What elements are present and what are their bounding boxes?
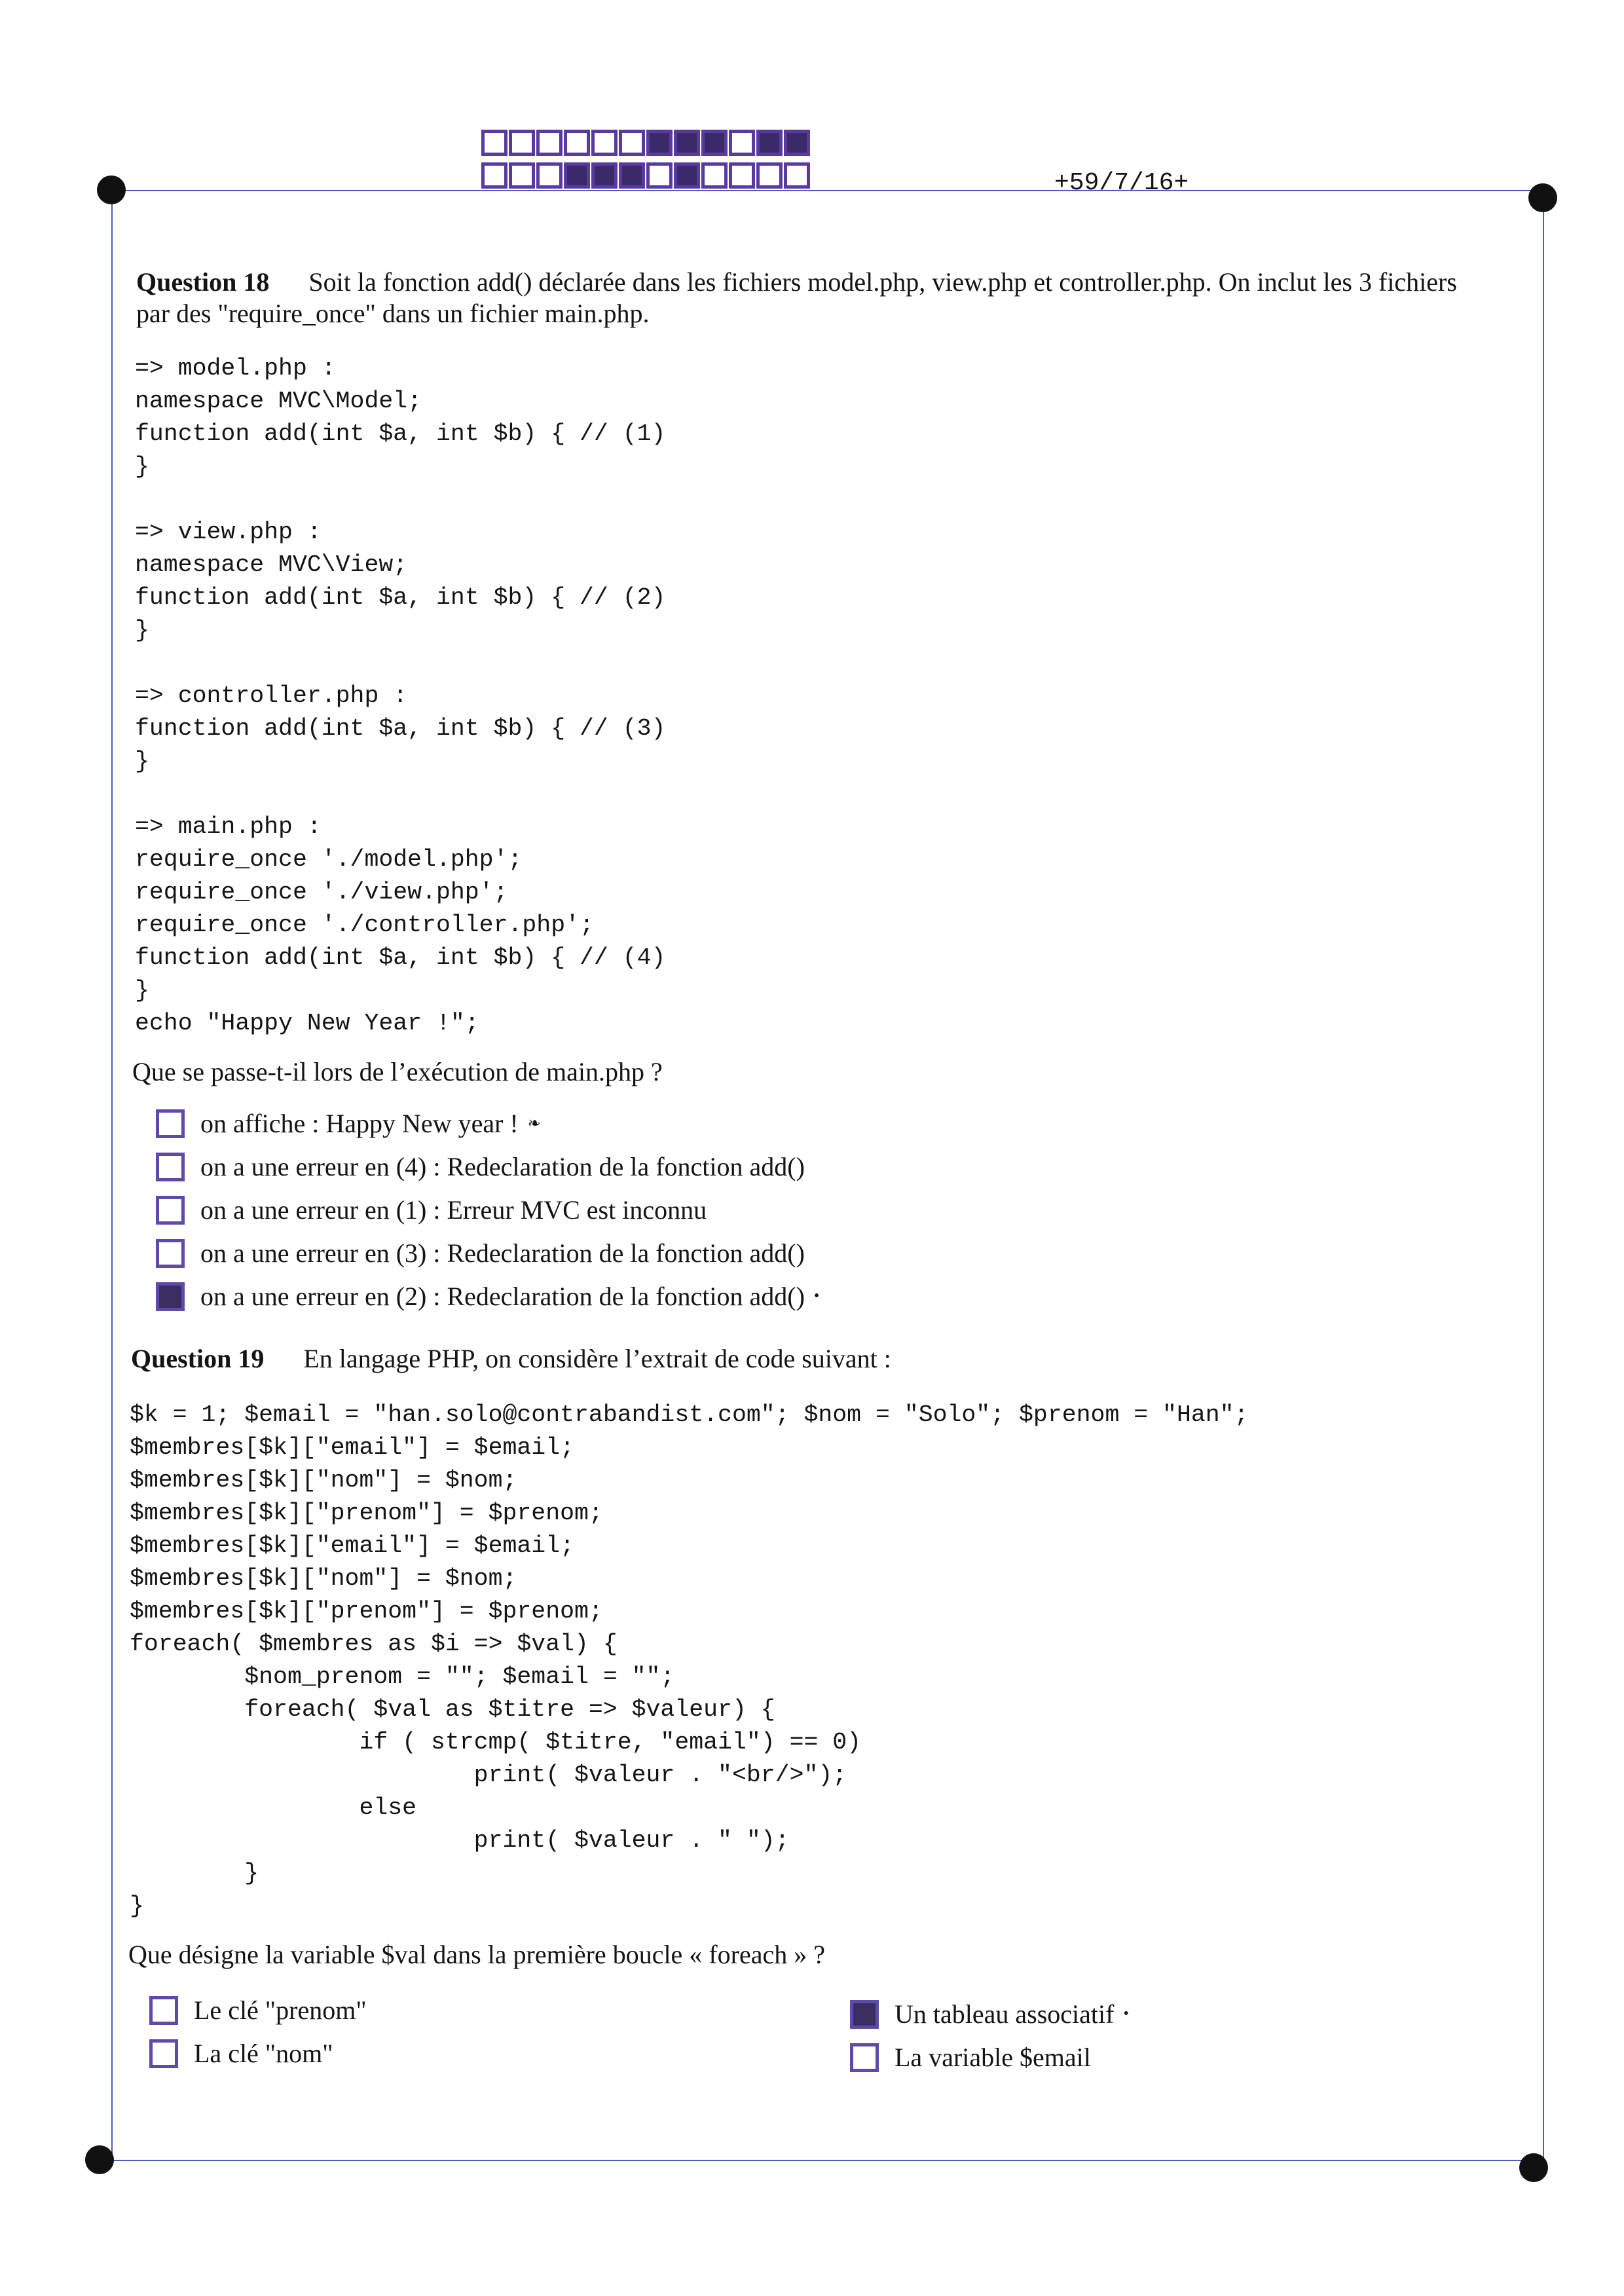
option-label: on a une erreur en (4) : Redeclaration de la fonction add() <box>200 1152 805 1181</box>
q18-option-5[interactable] <box>156 1281 819 1312</box>
pen-mark: • <box>1123 2005 1129 2022</box>
q19-option-1[interactable] <box>149 1995 367 2026</box>
checkbox[interactable] <box>156 1153 185 1181</box>
frame-top-line <box>111 190 1544 191</box>
checkbox[interactable] <box>850 2043 879 2072</box>
barcode-cell <box>784 130 810 156</box>
barcode-cell <box>591 130 618 156</box>
q18-label: Question 18 <box>136 267 270 297</box>
q19-question: Que désigne la variable $val dans la première boucle « foreach » ? <box>128 1940 825 1969</box>
barcode-cell <box>536 130 563 156</box>
barcode-cell <box>674 162 700 189</box>
corner-dot-top-left <box>97 176 126 204</box>
option-label: La variable $email <box>895 2043 1091 2072</box>
q18-text-line2: par des "require_once" dans un fichier main.php. <box>136 299 650 328</box>
checkbox[interactable] <box>149 1996 178 2025</box>
frame-right-line <box>1543 196 1544 2168</box>
barcode-cell <box>536 162 563 189</box>
checkbox[interactable] <box>156 1196 185 1225</box>
q18-header <box>136 267 1457 297</box>
q19-header <box>131 1344 891 1374</box>
frame-bottom-line <box>98 2160 1544 2161</box>
frame-left-line <box>111 190 113 2161</box>
barcode-cell <box>784 162 810 189</box>
barcode-cell <box>481 162 507 189</box>
barcode-cell <box>646 162 673 189</box>
barcode-cell <box>729 130 755 156</box>
barcode-cell <box>509 162 535 189</box>
q18-text-line1: Soit la fonction add() déclarée dans les fichiers model.php, view.php et controller.php. On inclut les 3 fichiers <box>308 267 1457 297</box>
barcode-cell <box>646 130 673 156</box>
barcode-cell <box>564 162 590 189</box>
barcode-cell <box>481 130 507 156</box>
barcode-cell <box>591 162 618 189</box>
checkbox[interactable] <box>149 2039 178 2068</box>
checkbox-checked[interactable] <box>156 1282 185 1311</box>
q18-option-4[interactable] <box>156 1238 805 1268</box>
barcode-cell <box>564 130 590 156</box>
q18-option-2[interactable] <box>156 1151 805 1182</box>
q19-option-4[interactable] <box>850 2042 1091 2073</box>
barcode-cell <box>701 130 728 156</box>
page-code: +59/7/16+ <box>1054 169 1189 197</box>
option-label: La clé "nom" <box>194 2039 333 2068</box>
q18-option-3[interactable] <box>156 1194 707 1225</box>
pen-mark: • <box>813 1287 820 1305</box>
q19-label: Question 19 <box>131 1344 265 1373</box>
checkbox-checked[interactable] <box>850 2000 879 2029</box>
q19-option-2[interactable] <box>149 2038 333 2069</box>
option-label: on a une erreur en (3) : Redeclaration de la fonction add() <box>200 1238 805 1268</box>
option-label: on affiche : Happy New year ! <box>200 1109 519 1138</box>
option-label: on a une erreur en (1) : Erreur MVC est inconnu <box>200 1195 707 1225</box>
q19-code: $k = 1; $email = "han.solo@contrabandist.com"; $nom = "Solo"; $prenom = "Han"; $membres[$k]["email"] = $email; $membres[$k]["nom"] = $nom; $membres[$k]["prenom"] = $prenom; $membres[$k]["email"] = $email; $membres[$k]["nom"] = $nom; $membres[$k]["prenom"] = $prenom; foreach( $membres as $i => $val) { $nom_prenom = ""; $email = ""; foreach( $val as $titre => $valeur) { if ( strcmp( $titre, "email") == 0) print( $valeur . "<br/>"); else print( $valeur . " "); } } <box>130 1401 1249 1919</box>
option-label: Le clé "prenom" <box>194 1995 367 2025</box>
q18-question: Que se passe-t-il lors de l’exécution de main.php ? <box>132 1057 663 1086</box>
q18-code: => model.php : namespace MVC\Model; function add(int $a, int $b) { // (1) } => view.php : namespace MVC\View; function add(int $a, int $b) { // (2) } => controller.php : function add(int $a, int $b) { // (3) } => main.php : require_once './model.php'; require_once './view.php'; require_once './controller.php'; function add(int $a, int $b) { // (4) } echo "Happy New Year !"; <box>135 355 666 1037</box>
barcode-cell <box>701 162 728 189</box>
option-label: Un tableau associatif <box>895 1999 1115 2029</box>
barcode-cell <box>729 162 755 189</box>
corner-dot-bottom-left <box>85 2145 114 2174</box>
option-label: on a une erreur en (2) : Redeclaration de la fonction add() <box>200 1282 805 1311</box>
corner-dot-bottom-right <box>1519 2153 1548 2182</box>
q18-option-1[interactable] <box>156 1108 541 1139</box>
barcode-cell <box>619 162 645 189</box>
checkbox[interactable] <box>156 1239 185 1268</box>
barcode-cell <box>674 130 700 156</box>
corner-dot-top-right <box>1528 183 1557 212</box>
checkbox[interactable] <box>156 1109 185 1138</box>
barcode-row-1 <box>481 130 811 156</box>
barcode-cell <box>509 130 535 156</box>
barcode-row-2 <box>481 162 811 189</box>
barcode-cell <box>756 162 783 189</box>
q19-text: En langage PHP, on considère l’extrait de code suivant : <box>303 1344 891 1373</box>
barcode-cell <box>756 130 783 156</box>
pen-mark: ❧ <box>527 1115 541 1132</box>
barcode-cell <box>619 130 645 156</box>
q19-option-3[interactable] <box>850 1999 1129 2029</box>
